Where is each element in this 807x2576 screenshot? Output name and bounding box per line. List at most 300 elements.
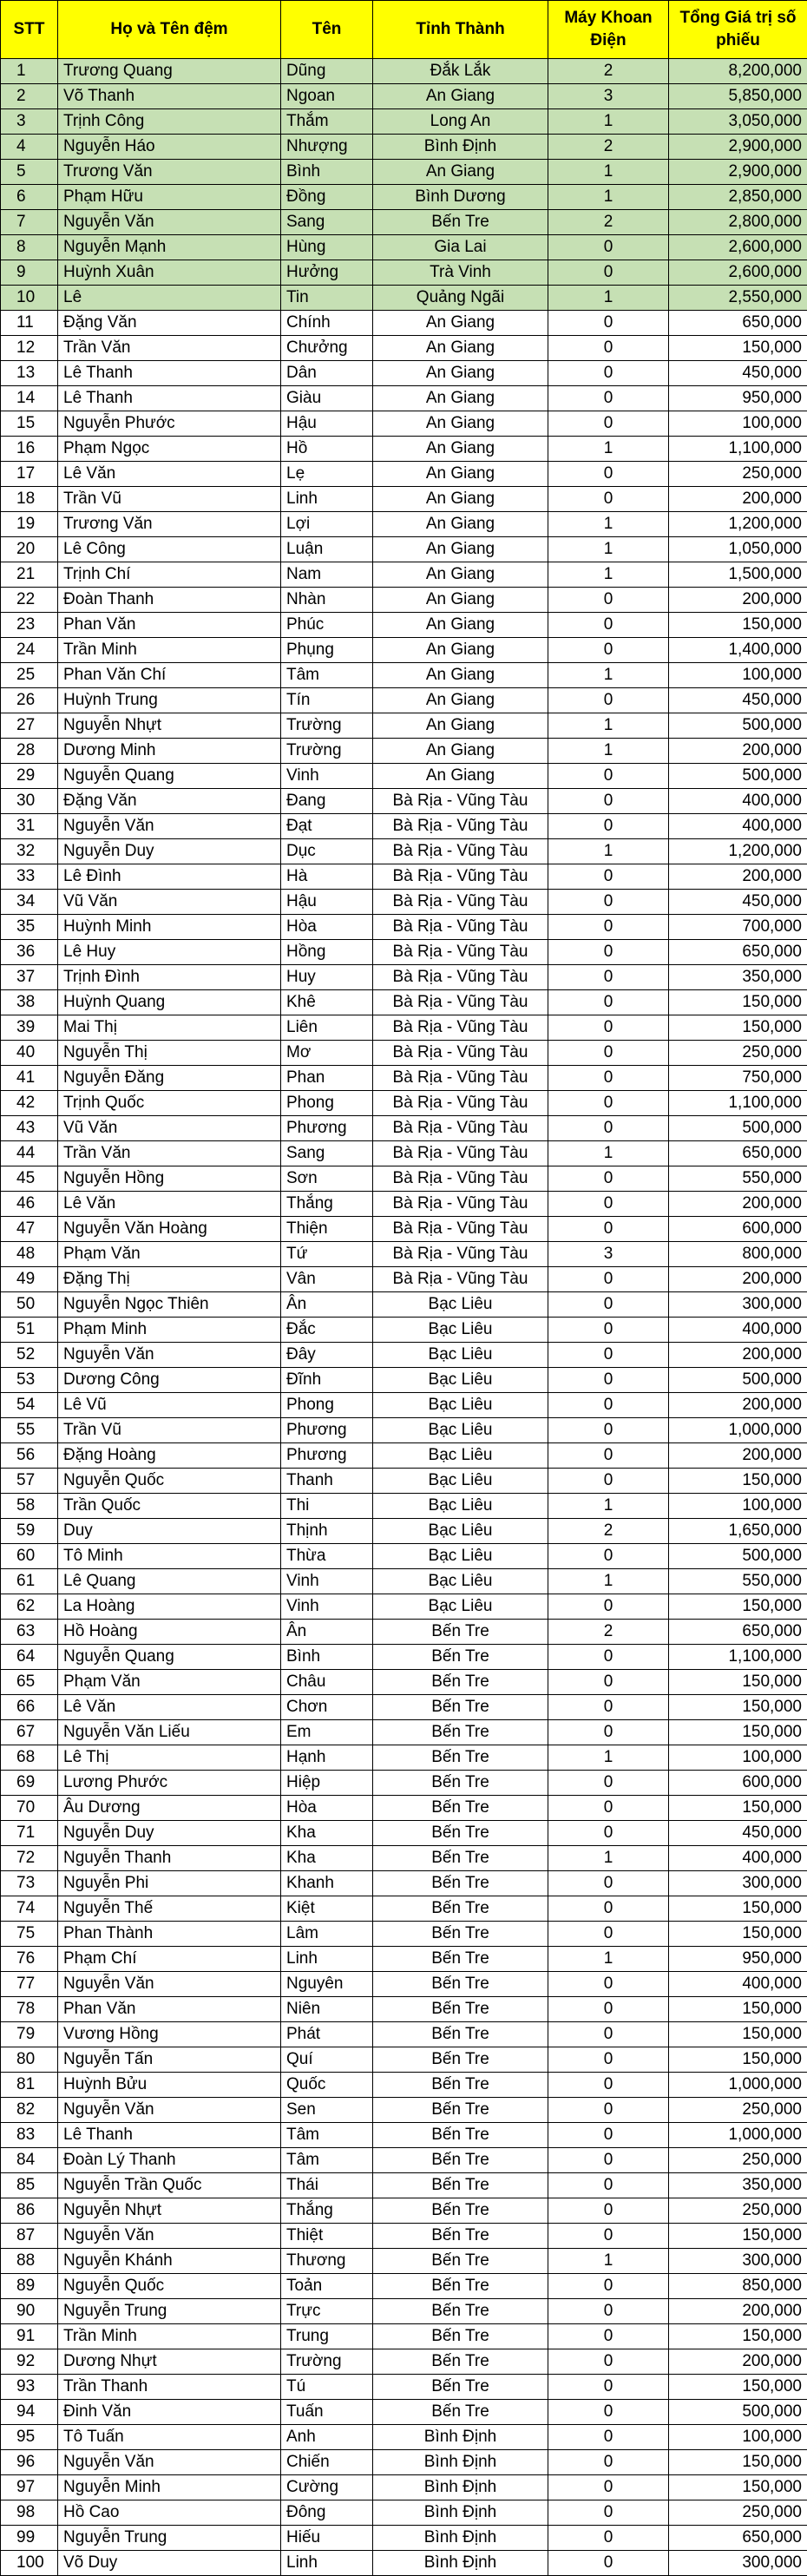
cell-ho-ten-dem: La Hoàng xyxy=(58,1594,281,1620)
cell-ten: Luận xyxy=(281,537,373,562)
cell-may-khoan-dien: 0 xyxy=(548,1544,669,1569)
table-row xyxy=(1,965,807,990)
cell-stt: 59 xyxy=(1,1519,58,1544)
table-row xyxy=(1,814,807,839)
cell-ten: Quốc xyxy=(281,2073,373,2098)
cell-tong-gia-tri: 650,000 xyxy=(669,2526,807,2551)
cell-ten: Phong xyxy=(281,1091,373,1116)
cell-ten: Dũng xyxy=(281,59,373,84)
cell-stt: 44 xyxy=(1,1141,58,1166)
cell-stt: 52 xyxy=(1,1343,58,1368)
cell-ho-ten-dem: Nguyễn Duy xyxy=(58,1821,281,1846)
cell-may-khoan-dien: 0 xyxy=(548,1695,669,1720)
cell-stt: 37 xyxy=(1,965,58,990)
cell-ten: Thương xyxy=(281,2249,373,2274)
table-row xyxy=(1,2047,807,2073)
cell-ho-ten-dem: Trần Văn xyxy=(58,336,281,361)
cell-tinh-thanh: Bến Tre xyxy=(373,2123,548,2148)
cell-ho-ten-dem: Nguyễn Phước xyxy=(58,411,281,437)
table-row xyxy=(1,2551,807,2576)
cell-stt: 22 xyxy=(1,588,58,613)
cell-may-khoan-dien: 0 xyxy=(548,1217,669,1242)
cell-tong-gia-tri: 150,000 xyxy=(669,2324,807,2349)
cell-stt: 15 xyxy=(1,411,58,437)
cell-tinh-thanh: An Giang xyxy=(373,411,548,437)
table-row xyxy=(1,1796,807,1821)
cell-tinh-thanh: An Giang xyxy=(373,739,548,764)
cell-ten: Đông xyxy=(281,2500,373,2526)
cell-tong-gia-tri: 400,000 xyxy=(669,1318,807,1343)
cell-may-khoan-dien: 0 xyxy=(548,1091,669,1116)
cell-tong-gia-tri: 1,050,000 xyxy=(669,537,807,562)
cell-may-khoan-dien: 0 xyxy=(548,1318,669,1343)
cell-stt: 56 xyxy=(1,1443,58,1469)
header-tong-gia-tri: Tổng Giá trị số phiếu xyxy=(669,1,807,59)
cell-ho-ten-dem: Dương Minh xyxy=(58,739,281,764)
table-row xyxy=(1,562,807,588)
table-row xyxy=(1,1947,807,1972)
table-row xyxy=(1,185,807,210)
cell-stt: 43 xyxy=(1,1116,58,1141)
table-row xyxy=(1,839,807,864)
cell-stt: 54 xyxy=(1,1393,58,1418)
cell-ho-ten-dem: Nguyễn Ngọc Thiên xyxy=(58,1292,281,1318)
cell-ten: Đây xyxy=(281,1343,373,1368)
cell-tong-gia-tri: 150,000 xyxy=(669,2450,807,2475)
cell-may-khoan-dien: 0 xyxy=(548,890,669,915)
cell-ho-ten-dem: Lê Thanh xyxy=(58,386,281,411)
table-row xyxy=(1,2475,807,2500)
cell-tinh-thanh: Bà Rịa - Vũng Tàu xyxy=(373,1166,548,1192)
cell-tinh-thanh: Bến Tre xyxy=(373,2299,548,2324)
cell-may-khoan-dien: 0 xyxy=(548,2022,669,2047)
cell-may-khoan-dien: 0 xyxy=(548,2475,669,2500)
cell-ho-ten-dem: Nguyễn Trung xyxy=(58,2526,281,2551)
cell-may-khoan-dien: 0 xyxy=(548,588,669,613)
cell-ten: Kha xyxy=(281,1846,373,1871)
cell-tinh-thanh: Gia Lai xyxy=(373,235,548,260)
cell-stt: 45 xyxy=(1,1166,58,1192)
cell-ten: Hậu xyxy=(281,411,373,437)
cell-stt: 66 xyxy=(1,1695,58,1720)
cell-ten: Thanh xyxy=(281,1469,373,1494)
cell-stt: 6 xyxy=(1,185,58,210)
cell-ho-ten-dem: Nguyễn Tấn xyxy=(58,2047,281,2073)
cell-tong-gia-tri: 200,000 xyxy=(669,1192,807,1217)
cell-ten: Linh xyxy=(281,2551,373,2576)
table-row xyxy=(1,84,807,109)
cell-tinh-thanh: An Giang xyxy=(373,386,548,411)
table-row xyxy=(1,1318,807,1343)
cell-may-khoan-dien: 1 xyxy=(548,1141,669,1166)
cell-ho-ten-dem: Nguyễn Thị xyxy=(58,1041,281,1066)
cell-may-khoan-dien: 0 xyxy=(548,411,669,437)
cell-may-khoan-dien: 0 xyxy=(548,764,669,789)
cell-ten: Nguyên xyxy=(281,1972,373,1997)
cell-may-khoan-dien: 0 xyxy=(548,965,669,990)
cell-tong-gia-tri: 850,000 xyxy=(669,2274,807,2299)
cell-ho-ten-dem: Trịnh Chí xyxy=(58,562,281,588)
table-row xyxy=(1,1594,807,1620)
cell-tong-gia-tri: 650,000 xyxy=(669,1620,807,1645)
table-row xyxy=(1,260,807,286)
table-row xyxy=(1,1871,807,1896)
cell-tinh-thanh: Bà Rịa - Vũng Tàu xyxy=(373,1091,548,1116)
cell-stt: 1 xyxy=(1,59,58,84)
cell-ho-ten-dem: Lê Đình xyxy=(58,864,281,890)
cell-may-khoan-dien: 1 xyxy=(548,109,669,135)
table-row xyxy=(1,713,807,739)
cell-stt: 12 xyxy=(1,336,58,361)
cell-may-khoan-dien: 1 xyxy=(548,1846,669,1871)
table-row xyxy=(1,1997,807,2022)
table-row xyxy=(1,2324,807,2349)
table-row xyxy=(1,915,807,940)
table-row xyxy=(1,286,807,311)
cell-tong-gia-tri: 1,200,000 xyxy=(669,512,807,537)
cell-ten: Khê xyxy=(281,990,373,1015)
table-row xyxy=(1,789,807,814)
cell-ten: Hiếu xyxy=(281,2526,373,2551)
cell-ten: Hòa xyxy=(281,1796,373,1821)
cell-tinh-thanh: Bến Tre xyxy=(373,2148,548,2173)
cell-stt: 14 xyxy=(1,386,58,411)
cell-ten: Tâm xyxy=(281,2148,373,2173)
cell-may-khoan-dien: 0 xyxy=(548,2148,669,2173)
cell-tong-gia-tri: 400,000 xyxy=(669,789,807,814)
cell-tinh-thanh: Bến Tre xyxy=(373,2274,548,2299)
cell-ten: Tín xyxy=(281,688,373,713)
table-row xyxy=(1,1569,807,1594)
cell-tinh-thanh: Long An xyxy=(373,109,548,135)
header-may-khoan-dien: Máy Khoan Điện xyxy=(548,1,669,59)
cell-ten: Dục xyxy=(281,839,373,864)
cell-tinh-thanh: Bạc Liêu xyxy=(373,1343,548,1368)
cell-tinh-thanh: Bến Tre xyxy=(373,1771,548,1796)
cell-tinh-thanh: Bến Tre xyxy=(373,1972,548,1997)
cell-may-khoan-dien: 0 xyxy=(548,1292,669,1318)
cell-tinh-thanh: Bà Rịa - Vũng Tàu xyxy=(373,990,548,1015)
cell-may-khoan-dien: 1 xyxy=(548,437,669,462)
cell-tinh-thanh: Bà Rịa - Vũng Tàu xyxy=(373,1192,548,1217)
cell-tinh-thanh: Bình Định xyxy=(373,135,548,160)
cell-tinh-thanh: An Giang xyxy=(373,588,548,613)
cell-may-khoan-dien: 2 xyxy=(548,59,669,84)
cell-tong-gia-tri: 250,000 xyxy=(669,1041,807,1066)
cell-ten: Lẹ xyxy=(281,462,373,487)
cell-may-khoan-dien: 1 xyxy=(548,739,669,764)
cell-may-khoan-dien: 0 xyxy=(548,1368,669,1393)
cell-may-khoan-dien: 0 xyxy=(548,1066,669,1091)
cell-tong-gia-tri: 150,000 xyxy=(669,2047,807,2073)
cell-may-khoan-dien: 0 xyxy=(548,1720,669,1745)
cell-ho-ten-dem: Lê Thị xyxy=(58,1745,281,1771)
cell-ho-ten-dem: Duy xyxy=(58,1519,281,1544)
cell-tinh-thanh: Bình Định xyxy=(373,2450,548,2475)
cell-tong-gia-tri: 150,000 xyxy=(669,2022,807,2047)
cell-ten: Linh xyxy=(281,1947,373,1972)
cell-may-khoan-dien: 0 xyxy=(548,940,669,965)
cell-ho-ten-dem: Đinh Văn xyxy=(58,2400,281,2425)
cell-stt: 41 xyxy=(1,1066,58,1091)
cell-may-khoan-dien: 1 xyxy=(548,1569,669,1594)
cell-tinh-thanh: Bạc Liêu xyxy=(373,1519,548,1544)
cell-may-khoan-dien: 2 xyxy=(548,135,669,160)
cell-may-khoan-dien: 0 xyxy=(548,2526,669,2551)
cell-tinh-thanh: An Giang xyxy=(373,336,548,361)
cell-ten: Giàu xyxy=(281,386,373,411)
cell-ten: Phúc xyxy=(281,613,373,638)
table-row xyxy=(1,411,807,437)
cell-may-khoan-dien: 1 xyxy=(548,537,669,562)
cell-stt: 40 xyxy=(1,1041,58,1066)
cell-may-khoan-dien: 0 xyxy=(548,2500,669,2526)
cell-may-khoan-dien: 0 xyxy=(548,2349,669,2375)
cell-ho-ten-dem: Nguyễn Minh xyxy=(58,2475,281,2500)
table-row xyxy=(1,2425,807,2450)
cell-may-khoan-dien: 0 xyxy=(548,688,669,713)
cell-ho-ten-dem: Lê Thanh xyxy=(58,2123,281,2148)
cell-ten: Chơn xyxy=(281,1695,373,1720)
cell-tong-gia-tri: 600,000 xyxy=(669,1771,807,1796)
cell-ho-ten-dem: Nguyễn Duy xyxy=(58,839,281,864)
cell-ten: Hậu xyxy=(281,890,373,915)
cell-tinh-thanh: An Giang xyxy=(373,84,548,109)
table-row xyxy=(1,487,807,512)
cell-ten: Hùng xyxy=(281,235,373,260)
cell-may-khoan-dien: 1 xyxy=(548,1494,669,1519)
cell-ho-ten-dem: Nguyễn Thanh xyxy=(58,1846,281,1871)
cell-ten: Huy xyxy=(281,965,373,990)
cell-tinh-thanh: An Giang xyxy=(373,160,548,185)
header-stt: STT xyxy=(1,1,58,59)
cell-tong-gia-tri: 200,000 xyxy=(669,2299,807,2324)
cell-ho-ten-dem: Trương Quang xyxy=(58,59,281,84)
cell-tong-gia-tri: 350,000 xyxy=(669,2173,807,2198)
cell-stt: 50 xyxy=(1,1292,58,1318)
cell-may-khoan-dien: 0 xyxy=(548,1393,669,1418)
cell-tinh-thanh: Bà Rịa - Vũng Tàu xyxy=(373,1217,548,1242)
cell-tong-gia-tri: 150,000 xyxy=(669,1896,807,1922)
cell-may-khoan-dien: 0 xyxy=(548,2400,669,2425)
cell-tinh-thanh: Bà Rịa - Vũng Tàu xyxy=(373,1267,548,1292)
cell-tinh-thanh: Bà Rịa - Vũng Tàu xyxy=(373,814,548,839)
cell-stt: 33 xyxy=(1,864,58,890)
cell-tong-gia-tri: 950,000 xyxy=(669,386,807,411)
cell-tong-gia-tri: 150,000 xyxy=(669,990,807,1015)
cell-stt: 3 xyxy=(1,109,58,135)
cell-tinh-thanh: Bến Tre xyxy=(373,2098,548,2123)
cell-tinh-thanh: Bà Rịa - Vũng Tàu xyxy=(373,1242,548,1267)
table-row xyxy=(1,1494,807,1519)
table-row xyxy=(1,1091,807,1116)
cell-may-khoan-dien: 0 xyxy=(548,361,669,386)
cell-ho-ten-dem: Đặng Văn xyxy=(58,311,281,336)
cell-may-khoan-dien: 0 xyxy=(548,1972,669,1997)
cell-may-khoan-dien: 0 xyxy=(548,2198,669,2224)
cell-tinh-thanh: Bình Định xyxy=(373,2500,548,2526)
cell-tinh-thanh: Bình Dương xyxy=(373,185,548,210)
cell-may-khoan-dien: 0 xyxy=(548,1922,669,1947)
cell-tinh-thanh: Bà Rịa - Vũng Tàu xyxy=(373,1066,548,1091)
cell-tinh-thanh: Bạc Liêu xyxy=(373,1594,548,1620)
table-row xyxy=(1,1972,807,1997)
cell-ten: Phương xyxy=(281,1418,373,1443)
cell-stt: 2 xyxy=(1,84,58,109)
cell-ho-ten-dem: Nguyễn Háo xyxy=(58,135,281,160)
cell-tinh-thanh: An Giang xyxy=(373,663,548,688)
cell-ten: Quí xyxy=(281,2047,373,2073)
cell-tong-gia-tri: 2,600,000 xyxy=(669,260,807,286)
cell-tinh-thanh: Bạc Liêu xyxy=(373,1569,548,1594)
cell-stt: 85 xyxy=(1,2173,58,2198)
cell-ho-ten-dem: Huỳnh Quang xyxy=(58,990,281,1015)
cell-tong-gia-tri: 450,000 xyxy=(669,361,807,386)
cell-stt: 79 xyxy=(1,2022,58,2047)
cell-tinh-thanh: Quảng Ngãi xyxy=(373,286,548,311)
cell-tinh-thanh: Bến Tre xyxy=(373,2400,548,2425)
cell-may-khoan-dien: 1 xyxy=(548,839,669,864)
cell-ten: Sen xyxy=(281,2098,373,2123)
cell-ho-ten-dem: Đặng Văn xyxy=(58,789,281,814)
cell-tinh-thanh: Bình Định xyxy=(373,2425,548,2450)
cell-may-khoan-dien: 0 xyxy=(548,2224,669,2249)
cell-tinh-thanh: Bạc Liêu xyxy=(373,1544,548,1569)
cell-ten: Hồng xyxy=(281,940,373,965)
cell-ho-ten-dem: Mai Thị xyxy=(58,1015,281,1041)
cell-ten: Hiệp xyxy=(281,1771,373,1796)
cell-ten: Thi xyxy=(281,1494,373,1519)
table-row xyxy=(1,1821,807,1846)
cell-ten: Hòa xyxy=(281,915,373,940)
cell-may-khoan-dien: 0 xyxy=(548,336,669,361)
cell-tong-gia-tri: 400,000 xyxy=(669,1846,807,1871)
cell-may-khoan-dien: 0 xyxy=(548,1166,669,1192)
cell-tong-gia-tri: 500,000 xyxy=(669,1544,807,1569)
cell-ten: Thắng xyxy=(281,2198,373,2224)
cell-tong-gia-tri: 650,000 xyxy=(669,940,807,965)
table-row xyxy=(1,1896,807,1922)
cell-ten: Kha xyxy=(281,1821,373,1846)
cell-tinh-thanh: Bến Tre xyxy=(373,1620,548,1645)
table-row xyxy=(1,109,807,135)
cell-stt: 90 xyxy=(1,2299,58,2324)
table-row xyxy=(1,940,807,965)
cell-stt: 48 xyxy=(1,1242,58,1267)
table-row xyxy=(1,613,807,638)
cell-may-khoan-dien: 0 xyxy=(548,2098,669,2123)
cell-ten: Liên xyxy=(281,1015,373,1041)
cell-ten: Ngoan xyxy=(281,84,373,109)
cell-tinh-thanh: Bến Tre xyxy=(373,1871,548,1896)
cell-stt: 77 xyxy=(1,1972,58,1997)
cell-ho-ten-dem: Nguyễn Quang xyxy=(58,1645,281,1670)
cell-stt: 100 xyxy=(1,2551,58,2576)
cell-tong-gia-tri: 8,200,000 xyxy=(669,59,807,84)
cell-stt: 5 xyxy=(1,160,58,185)
table-row xyxy=(1,688,807,713)
cell-ho-ten-dem: Nguyễn Văn Liếu xyxy=(58,1720,281,1745)
cell-may-khoan-dien: 0 xyxy=(548,2173,669,2198)
cell-may-khoan-dien: 0 xyxy=(548,1796,669,1821)
cell-tinh-thanh: An Giang xyxy=(373,537,548,562)
cell-ho-ten-dem: Nguyễn Mạnh xyxy=(58,235,281,260)
cell-may-khoan-dien: 0 xyxy=(548,1267,669,1292)
cell-ho-ten-dem: Nguyễn Văn xyxy=(58,210,281,235)
cell-tinh-thanh: Bến Tre xyxy=(373,2224,548,2249)
cell-tinh-thanh: An Giang xyxy=(373,437,548,462)
cell-stt: 87 xyxy=(1,2224,58,2249)
cell-tinh-thanh: Bà Rịa - Vũng Tàu xyxy=(373,864,548,890)
cell-ten: Linh xyxy=(281,487,373,512)
cell-ten: Thừa xyxy=(281,1544,373,1569)
cell-may-khoan-dien: 1 xyxy=(548,512,669,537)
cell-tinh-thanh: Bến Tre xyxy=(373,1846,548,1871)
cell-tinh-thanh: An Giang xyxy=(373,462,548,487)
cell-stt: 36 xyxy=(1,940,58,965)
cell-ho-ten-dem: Vũ Văn xyxy=(58,890,281,915)
cell-ho-ten-dem: Phạm Minh xyxy=(58,1318,281,1343)
cell-stt: 73 xyxy=(1,1871,58,1896)
cell-may-khoan-dien: 1 xyxy=(548,185,669,210)
cell-tong-gia-tri: 150,000 xyxy=(669,1922,807,1947)
cell-stt: 26 xyxy=(1,688,58,713)
cell-stt: 13 xyxy=(1,361,58,386)
cell-stt: 39 xyxy=(1,1015,58,1041)
cell-tinh-thanh: Bạc Liêu xyxy=(373,1469,548,1494)
cell-stt: 65 xyxy=(1,1670,58,1695)
cell-stt: 31 xyxy=(1,814,58,839)
cell-may-khoan-dien: 0 xyxy=(548,1418,669,1443)
cell-may-khoan-dien: 0 xyxy=(548,1871,669,1896)
cell-tinh-thanh: An Giang xyxy=(373,487,548,512)
cell-ho-ten-dem: Đoàn Lý Thanh xyxy=(58,2148,281,2173)
table-row xyxy=(1,588,807,613)
cell-ten: Đang xyxy=(281,789,373,814)
cell-stt: 74 xyxy=(1,1896,58,1922)
cell-may-khoan-dien: 0 xyxy=(548,638,669,663)
table-row xyxy=(1,1166,807,1192)
table-row xyxy=(1,1292,807,1318)
cell-may-khoan-dien: 0 xyxy=(548,1594,669,1620)
cell-tinh-thanh: Bình Định xyxy=(373,2551,548,2576)
cell-ho-ten-dem: Nguyễn Văn xyxy=(58,2224,281,2249)
table-row xyxy=(1,361,807,386)
cell-tong-gia-tri: 150,000 xyxy=(669,1594,807,1620)
cell-ten: Phương xyxy=(281,1116,373,1141)
cell-stt: 53 xyxy=(1,1368,58,1393)
cell-ho-ten-dem: Lê Huy xyxy=(58,940,281,965)
cell-ho-ten-dem: Nguyễn Phi xyxy=(58,1871,281,1896)
cell-tong-gia-tri: 200,000 xyxy=(669,739,807,764)
cell-ho-ten-dem: Lê Văn xyxy=(58,1695,281,1720)
cell-ho-ten-dem: Nguyễn Văn xyxy=(58,1972,281,1997)
cell-ho-ten-dem: Nguyễn Văn Hoàng xyxy=(58,1217,281,1242)
cell-tong-gia-tri: 550,000 xyxy=(669,1166,807,1192)
cell-tong-gia-tri: 450,000 xyxy=(669,890,807,915)
cell-stt: 47 xyxy=(1,1217,58,1242)
table-row xyxy=(1,663,807,688)
cell-ho-ten-dem: Trần Minh xyxy=(58,638,281,663)
cell-stt: 71 xyxy=(1,1821,58,1846)
cell-ho-ten-dem: Lương Phước xyxy=(58,1771,281,1796)
cell-tinh-thanh: Bà Rịa - Vũng Tàu xyxy=(373,1041,548,1066)
cell-tong-gia-tri: 200,000 xyxy=(669,2349,807,2375)
table-row xyxy=(1,2073,807,2098)
cell-stt: 42 xyxy=(1,1091,58,1116)
cell-ho-ten-dem: Nguyễn Văn xyxy=(58,2450,281,2475)
cell-stt: 99 xyxy=(1,2526,58,2551)
